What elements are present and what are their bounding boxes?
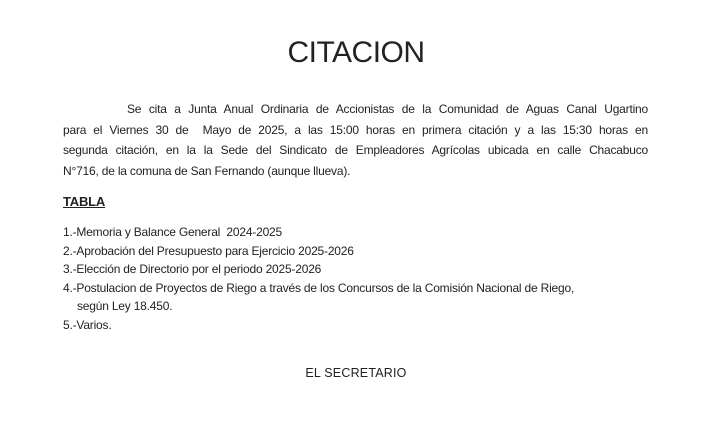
agenda-heading: TABLA [63, 194, 106, 209]
document-title: CITACION [287, 36, 425, 69]
paragraph-line: para el Viernes 30 de Mayo de 2025, a las 15:00 horas en primera citación y a las 15:30 horas en [63, 122, 648, 137]
agenda-list [63, 223, 648, 334]
agenda-item-text: 4.-Postulacion de Proyectos de Riego a través de los Concursos de la Comisión Nacional de Riego, [63, 280, 575, 295]
paragraph-line: N°716, de la comuna de San Fernando (aunque llueva). [63, 163, 351, 178]
agenda-item: 3.-Elección de Directorio por el periodo 2025-2026 [63, 262, 322, 276]
agenda-item: 5.-Varios. [63, 317, 112, 332]
agenda-item [63, 279, 648, 316]
agenda-item-continuation: según Ley 18.450. [77, 299, 173, 313]
citation-paragraph [63, 99, 648, 181]
paragraph-line: Se cita a Junta Anual Ordinaria de Accionistas de la Comunidad de Aguas Canal Ugartino [127, 102, 648, 116]
paragraph-line: segunda citación, en la la Sede del Sindicato de Empleadores Agrícolas ubicada en calle Chacabuco [63, 143, 648, 157]
agenda-item: 1.-Memoria y Balance General 2024-2025 [63, 225, 282, 239]
agenda-item: 2.-Aprobación del Presupuesto para Ejercicio 2025-2026 [63, 243, 354, 258]
signature-line: EL SECRETARIO [305, 366, 407, 380]
